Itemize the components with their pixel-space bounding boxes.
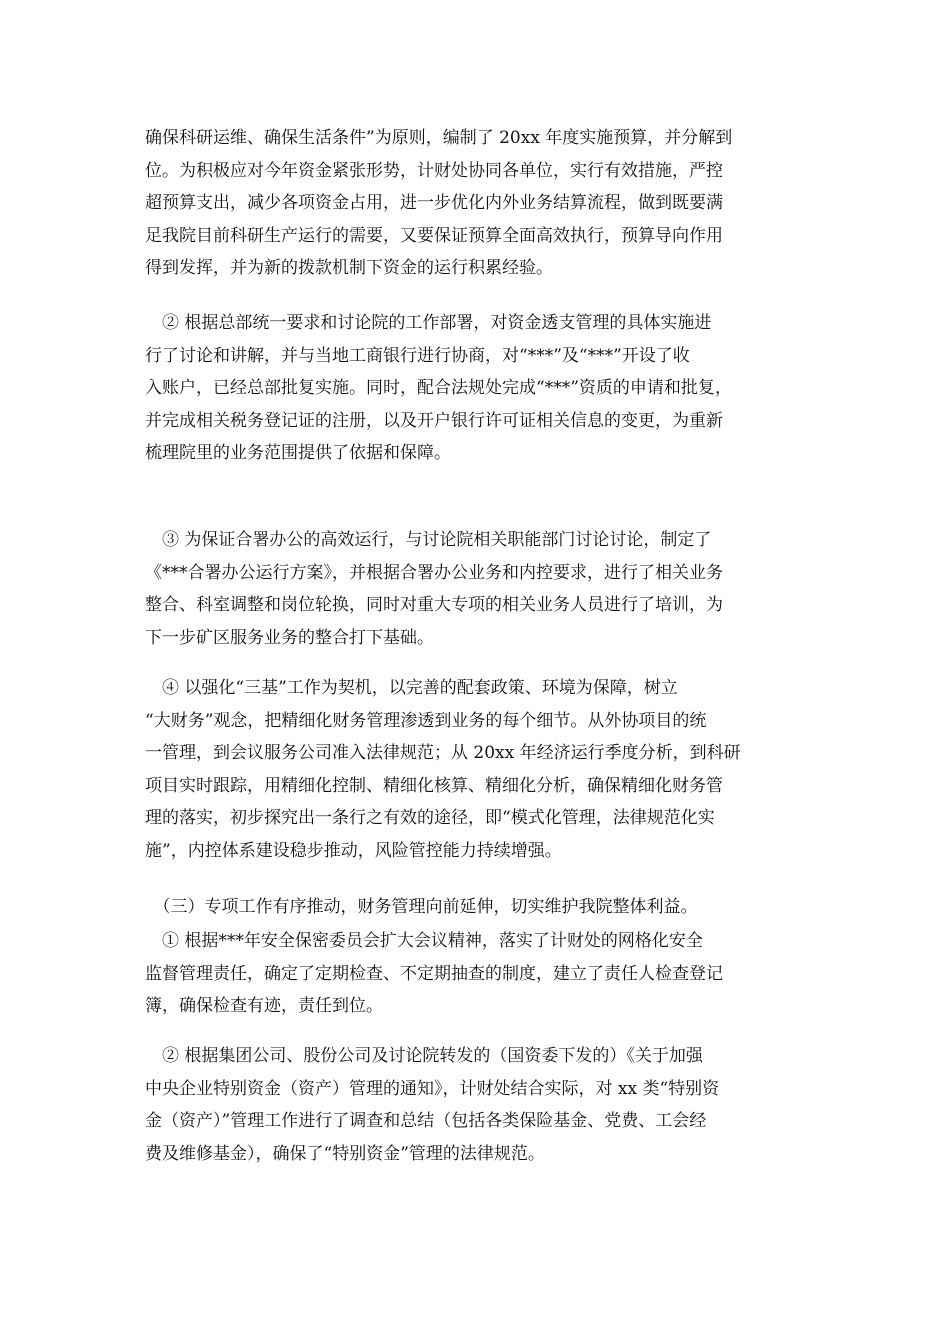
- text-line: ③ 为保证合署办公的高效运行，与讨论院相关职能部门讨论讨论，制定了: [145, 530, 712, 550]
- paragraph-security: [145, 925, 815, 1023]
- paragraph-joint-office: [145, 524, 815, 654]
- paragraph-budget: [145, 122, 815, 285]
- text-line: ② 根据集团公司、股份公司及讨论院转发的（国资委下发的）《关于加强: [145, 1046, 703, 1066]
- text-line: 金（资产）”管理工作进行了调查和总结（包括各类保险基金、党费、工会经: [145, 1111, 707, 1132]
- section-heading: [145, 891, 815, 924]
- text-line: 中央企业特别资金（资产）管理的通知》，计财处结合实际，对 xx 类“特别资: [145, 1078, 720, 1099]
- text-line: 下一步矿区服务业务的整合打下基础。: [145, 627, 434, 648]
- heading-text: [145, 891, 815, 924]
- paragraph-three-basics: [145, 672, 815, 868]
- text-line: ④ 以强化“三基”工作为契机，以完善的配套政策、环境为保障，树立: [145, 678, 678, 698]
- text-line: 费及维修基金），确保了“特别资金”管理的法律规范。: [145, 1143, 545, 1164]
- text-line: 入账户，已经总部批复实施。同时，配合法规处完成“***”资质的申请和批复，: [145, 378, 732, 399]
- paragraph-overdraft-management: [145, 307, 815, 470]
- text-line: ② 根据总部统一要求和讨论院的工作部署，对资金透支管理的具体实施进: [145, 313, 712, 333]
- text-line: 项目实时跟踪，用精细化控制、精细化核算、精细化分析，确保精细化财务管: [145, 775, 723, 796]
- text-line: 簿，确保检查有迹，责任到位。: [145, 996, 383, 1017]
- text-line: 位。为积极应对今年资金紧张形势，计财处协同各单位，实行有效措施，严控: [145, 160, 723, 181]
- text-line: 《***合署办公运行方案》，并根据合署办公业务和内控要求，进行了相关业务: [145, 562, 723, 583]
- paragraph-text: [145, 307, 815, 470]
- paragraph-text: [145, 925, 815, 1023]
- text-line: 监督管理责任，确定了定期检查、不定期抽查的制度，建立了责任人检查登记: [145, 963, 723, 984]
- paragraph-text: [145, 672, 815, 868]
- text-line: 梳理院里的业务范围提供了依据和保障。: [145, 443, 451, 464]
- text-line: 行了讨论和讲解，并与当地工商银行进行协商，对“***”及“***”开设了收: [145, 345, 690, 366]
- text-line: 足我院目前科研生产运行的需要，又要保证预算全面高效执行，预算导向作用: [145, 225, 723, 246]
- text-line: 得到发挥，并为新的拨款机制下资金的运行积累经验。: [145, 258, 553, 279]
- text-line: 并完成相关税务登记证的注册，以及开户银行许可证相关信息的变更，为重新: [145, 410, 723, 431]
- text-line: 超预算支出，减少各项资金占用，进一步优化内外业务结算流程，做到既要满: [145, 193, 723, 214]
- text-line: 一管理，到会议服务公司准入法律规范；从 20xx 年经济运行季度分析，到科研: [145, 743, 741, 764]
- text-line: 理的落实，初步探究出一条行之有效的途径，即“模式化管理，法律规范化实: [145, 808, 715, 829]
- paragraph-text: [145, 122, 815, 285]
- paragraph-text: [145, 524, 815, 654]
- text-line: “大财务”观念，把精细化财务管理渗透到业务的每个细节。从外协项目的统: [145, 710, 707, 731]
- paragraph-special-funds: [145, 1040, 815, 1170]
- text-line: 确保科研运维、确保生活条件”为原则，编制了 20xx 年度实施预算，并分解到: [145, 128, 733, 148]
- text-line: 整合、科室调整和岗位轮换，同时对重大专项的相关业务人员进行了培训，为: [145, 595, 723, 616]
- text-line: ① 根据***年安全保密委员会扩大会议精神，落实了计财处的网格化安全: [145, 931, 703, 951]
- text-line: （三）专项工作有序推动，财务管理向前延伸，切实维护我院整体利益。: [145, 897, 698, 917]
- text-line: 施”，内控体系建设稳步推动，风险管控能力持续增强。: [145, 840, 562, 861]
- paragraph-text: [145, 1040, 815, 1170]
